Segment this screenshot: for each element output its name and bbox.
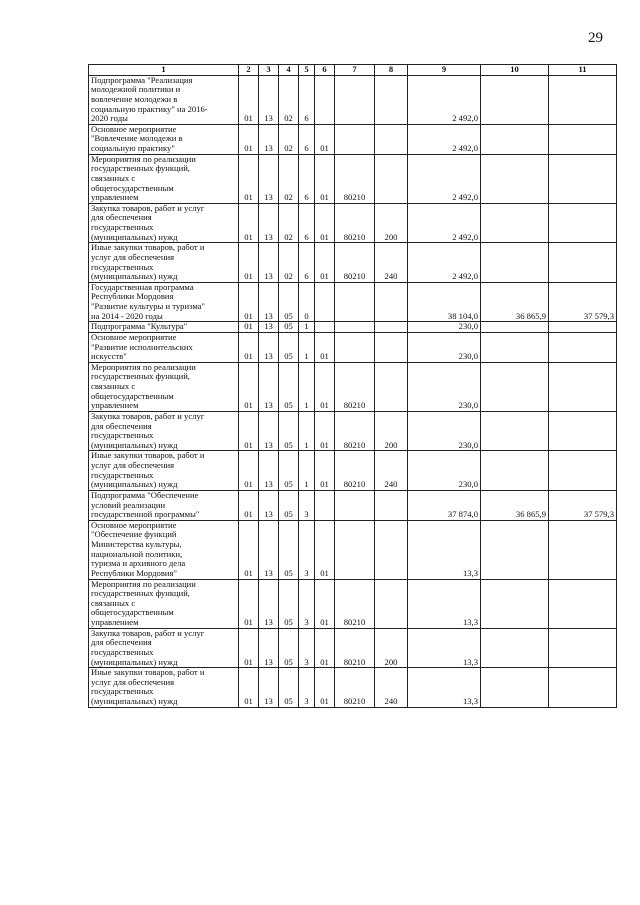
code-target <box>335 124 375 154</box>
code-target: 80210 <box>335 411 375 451</box>
code-expense-type <box>375 282 408 322</box>
code-expense-type: 240 <box>375 243 408 283</box>
code-subprogram: 3 <box>299 628 315 668</box>
code-section: 01 <box>239 520 259 579</box>
code-expense-type: 240 <box>375 451 408 491</box>
amount-col-9: 230,0 <box>408 332 481 362</box>
code-subsection: 13 <box>259 282 279 322</box>
amount-col-10 <box>481 332 549 362</box>
code-subprogram: 1 <box>299 451 315 491</box>
amount-col-10: 36 865,9 <box>481 490 549 520</box>
code-subprogram: 1 <box>299 411 315 451</box>
table-row <box>89 668 617 708</box>
code-program: 05 <box>279 490 299 520</box>
code-target: 80210 <box>335 203 375 243</box>
amount-col-10 <box>481 668 549 708</box>
table-row <box>89 332 617 362</box>
code-activity <box>315 322 335 333</box>
code-section: 01 <box>239 75 259 124</box>
code-target: 80210 <box>335 451 375 491</box>
row-name: Закупка товаров, работ и услуг для обеспечения государственных (муниципальных) нужд <box>89 628 239 668</box>
code-program: 05 <box>279 628 299 668</box>
amount-col-11: 37 579,3 <box>549 282 617 322</box>
code-section: 01 <box>239 668 259 708</box>
code-target: 80210 <box>335 362 375 411</box>
header-col-9: 9 <box>408 65 481 76</box>
amount-col-10 <box>481 124 549 154</box>
amount-col-9: 230,0 <box>408 411 481 451</box>
amount-col-11 <box>549 411 617 451</box>
code-subsection: 13 <box>259 411 279 451</box>
amount-col-10 <box>481 520 549 579</box>
code-section: 01 <box>239 451 259 491</box>
code-section: 01 <box>239 628 259 668</box>
header-col-4: 4 <box>279 65 299 76</box>
code-subprogram: 6 <box>299 154 315 203</box>
code-section: 01 <box>239 243 259 283</box>
code-activity: 01 <box>315 124 335 154</box>
amount-col-11 <box>549 628 617 668</box>
code-activity: 01 <box>315 628 335 668</box>
code-activity: 01 <box>315 411 335 451</box>
code-activity: 01 <box>315 579 335 628</box>
code-subsection: 13 <box>259 322 279 333</box>
amount-col-10 <box>481 203 549 243</box>
amount-col-11 <box>549 668 617 708</box>
amount-col-10 <box>481 411 549 451</box>
code-program: 05 <box>279 411 299 451</box>
code-expense-type: 240 <box>375 668 408 708</box>
row-name: Мероприятия по реализации государственных функций, связанных с общегосударственным управлением <box>89 579 239 628</box>
code-activity: 01 <box>315 451 335 491</box>
row-name: Подпрограмма "Реализация молодежной политики и вовлечение молодежи в социальную практику" на 2016- 2020 годы <box>89 75 239 124</box>
code-subsection: 13 <box>259 668 279 708</box>
code-activity: 01 <box>315 668 335 708</box>
code-subprogram: 3 <box>299 579 315 628</box>
row-name: Основное мероприятие "Обеспечение функций Министерства культуры, национальной политики, туризма и архивного дела Республики Мордовия" <box>89 520 239 579</box>
code-program: 02 <box>279 154 299 203</box>
code-program: 02 <box>279 203 299 243</box>
code-subsection: 13 <box>259 579 279 628</box>
code-target: 80210 <box>335 243 375 283</box>
code-subsection: 13 <box>259 490 279 520</box>
code-expense-type: 200 <box>375 203 408 243</box>
code-activity: 01 <box>315 362 335 411</box>
header-col-8: 8 <box>375 65 408 76</box>
amount-col-9: 2 492,0 <box>408 243 481 283</box>
amount-col-11 <box>549 520 617 579</box>
code-activity: 01 <box>315 520 335 579</box>
code-expense-type <box>375 579 408 628</box>
code-activity: 01 <box>315 154 335 203</box>
amount-col-9: 13,3 <box>408 579 481 628</box>
amount-col-11 <box>549 362 617 411</box>
table-row <box>89 362 617 411</box>
code-subprogram: 3 <box>299 520 315 579</box>
budget-table <box>88 64 617 708</box>
code-program: 05 <box>279 332 299 362</box>
code-expense-type: 200 <box>375 411 408 451</box>
code-section: 01 <box>239 332 259 362</box>
amount-col-9: 2 492,0 <box>408 203 481 243</box>
code-program: 02 <box>279 243 299 283</box>
code-program: 05 <box>279 579 299 628</box>
row-name: Основное мероприятие "Развитие исполнительских искусств" <box>89 332 239 362</box>
table-row <box>89 411 617 451</box>
amount-col-9: 2 492,0 <box>408 124 481 154</box>
code-subprogram: 6 <box>299 203 315 243</box>
code-subsection: 13 <box>259 75 279 124</box>
table-row <box>89 520 617 579</box>
code-section: 01 <box>239 124 259 154</box>
code-target: 80210 <box>335 628 375 668</box>
code-subprogram: 1 <box>299 332 315 362</box>
amount-col-9: 37 874,0 <box>408 490 481 520</box>
code-program: 05 <box>279 520 299 579</box>
amount-col-11 <box>549 75 617 124</box>
code-subsection: 13 <box>259 332 279 362</box>
amount-col-9: 230,0 <box>408 362 481 411</box>
table-row <box>89 451 617 491</box>
table-row <box>89 203 617 243</box>
code-target: 80210 <box>335 579 375 628</box>
code-expense-type <box>375 322 408 333</box>
amount-col-9: 230,0 <box>408 451 481 491</box>
header-col-11: 11 <box>549 65 617 76</box>
amount-col-11 <box>549 154 617 203</box>
code-expense-type <box>375 362 408 411</box>
amount-col-9: 38 104,0 <box>408 282 481 322</box>
row-name: Иные закупки товаров, работ и услуг для обеспечения государственных (муниципальных) нужд <box>89 451 239 491</box>
code-target <box>335 520 375 579</box>
code-subsection: 13 <box>259 203 279 243</box>
code-program: 02 <box>279 75 299 124</box>
code-subprogram: 1 <box>299 322 315 333</box>
amount-col-11 <box>549 124 617 154</box>
header-col-6: 6 <box>315 65 335 76</box>
amount-col-10 <box>481 451 549 491</box>
table-row <box>89 579 617 628</box>
page-number: 29 <box>588 30 603 46</box>
code-target <box>335 75 375 124</box>
code-expense-type <box>375 75 408 124</box>
table-row <box>89 154 617 203</box>
amount-col-9: 13,3 <box>408 520 481 579</box>
code-program: 02 <box>279 124 299 154</box>
amount-col-10 <box>481 154 549 203</box>
amount-col-10 <box>481 243 549 283</box>
code-expense-type <box>375 332 408 362</box>
table-body <box>89 75 617 707</box>
row-name: Иные закупки товаров, работ и услуг для обеспечения государственных (муниципальных) нужд <box>89 668 239 708</box>
code-activity <box>315 282 335 322</box>
amount-col-11 <box>549 332 617 362</box>
code-program: 05 <box>279 282 299 322</box>
table-row <box>89 322 617 333</box>
header-col-7: 7 <box>335 65 375 76</box>
row-name: Закупка товаров, работ и услуг для обеспечения государственных (муниципальных) нужд <box>89 203 239 243</box>
code-section: 01 <box>239 579 259 628</box>
code-activity: 01 <box>315 332 335 362</box>
row-name: Мероприятия по реализации государственных функций, связанных с общегосударственным управлением <box>89 154 239 203</box>
amount-col-9: 230,0 <box>408 322 481 333</box>
code-program: 05 <box>279 668 299 708</box>
row-name: Иные закупки товаров, работ и услуг для обеспечения государственных (муниципальных) нужд <box>89 243 239 283</box>
code-target <box>335 490 375 520</box>
amount-col-11 <box>549 451 617 491</box>
code-program: 05 <box>279 322 299 333</box>
code-subsection: 13 <box>259 124 279 154</box>
header-col-5: 5 <box>299 65 315 76</box>
code-section: 01 <box>239 362 259 411</box>
table-row <box>89 243 617 283</box>
code-program: 05 <box>279 451 299 491</box>
code-target: 80210 <box>335 154 375 203</box>
table-row <box>89 75 617 124</box>
row-name: Подпрограмма "Культура" <box>89 322 239 333</box>
code-target <box>335 282 375 322</box>
code-expense-type <box>375 124 408 154</box>
code-subprogram: 3 <box>299 490 315 520</box>
table-header <box>89 65 617 76</box>
code-subprogram: 0 <box>299 282 315 322</box>
code-expense-type <box>375 520 408 579</box>
code-subprogram: 3 <box>299 668 315 708</box>
code-subsection: 13 <box>259 154 279 203</box>
code-subsection: 13 <box>259 243 279 283</box>
amount-col-11 <box>549 322 617 333</box>
header-col-1: 1 <box>89 65 239 76</box>
code-target <box>335 332 375 362</box>
code-section: 01 <box>239 411 259 451</box>
code-subsection: 13 <box>259 362 279 411</box>
code-section: 01 <box>239 322 259 333</box>
row-name: Подпрограмма "Обеспечение условий реализации государственной программы" <box>89 490 239 520</box>
code-activity <box>315 490 335 520</box>
code-section: 01 <box>239 282 259 322</box>
amount-col-9: 2 492,0 <box>408 154 481 203</box>
table-row <box>89 124 617 154</box>
amount-col-10 <box>481 579 549 628</box>
code-section: 01 <box>239 203 259 243</box>
amount-col-10 <box>481 322 549 333</box>
header-col-2: 2 <box>239 65 259 76</box>
code-target: 80210 <box>335 668 375 708</box>
code-program: 05 <box>279 362 299 411</box>
table-row <box>89 282 617 322</box>
amount-col-9: 2 492,0 <box>408 75 481 124</box>
code-expense-type <box>375 154 408 203</box>
code-expense-type: 200 <box>375 628 408 668</box>
code-subprogram: 6 <box>299 75 315 124</box>
amount-col-10 <box>481 75 549 124</box>
header-col-10: 10 <box>481 65 549 76</box>
code-subprogram: 1 <box>299 362 315 411</box>
amount-col-11: 37 579,3 <box>549 490 617 520</box>
amount-col-9: 13,3 <box>408 628 481 668</box>
header-row <box>89 65 617 76</box>
code-subprogram: 6 <box>299 124 315 154</box>
row-name: Государственная программа Республики Мордовия "Развитие культуры и туризма" на 2014 - 2020 годы <box>89 282 239 322</box>
code-subsection: 13 <box>259 520 279 579</box>
amount-col-11 <box>549 203 617 243</box>
amount-col-10: 36 865,9 <box>481 282 549 322</box>
code-subprogram: 6 <box>299 243 315 283</box>
code-expense-type <box>375 490 408 520</box>
code-target <box>335 322 375 333</box>
table-row <box>89 490 617 520</box>
row-name: Основное мероприятие "Вовлечение молодежи в социальную практику" <box>89 124 239 154</box>
code-subsection: 13 <box>259 628 279 668</box>
row-name: Закупка товаров, работ и услуг для обеспечения государственных (муниципальных) нужд <box>89 411 239 451</box>
code-section: 01 <box>239 490 259 520</box>
header-col-3: 3 <box>259 65 279 76</box>
amount-col-10 <box>481 628 549 668</box>
code-activity: 01 <box>315 243 335 283</box>
row-name: Мероприятия по реализации государственных функций, связанных с общегосударственным управлением <box>89 362 239 411</box>
code-subsection: 13 <box>259 451 279 491</box>
code-section: 01 <box>239 154 259 203</box>
table-row <box>89 628 617 668</box>
amount-col-9: 13,3 <box>408 668 481 708</box>
code-activity <box>315 75 335 124</box>
code-activity: 01 <box>315 203 335 243</box>
amount-col-11 <box>549 579 617 628</box>
amount-col-10 <box>481 362 549 411</box>
amount-col-11 <box>549 243 617 283</box>
